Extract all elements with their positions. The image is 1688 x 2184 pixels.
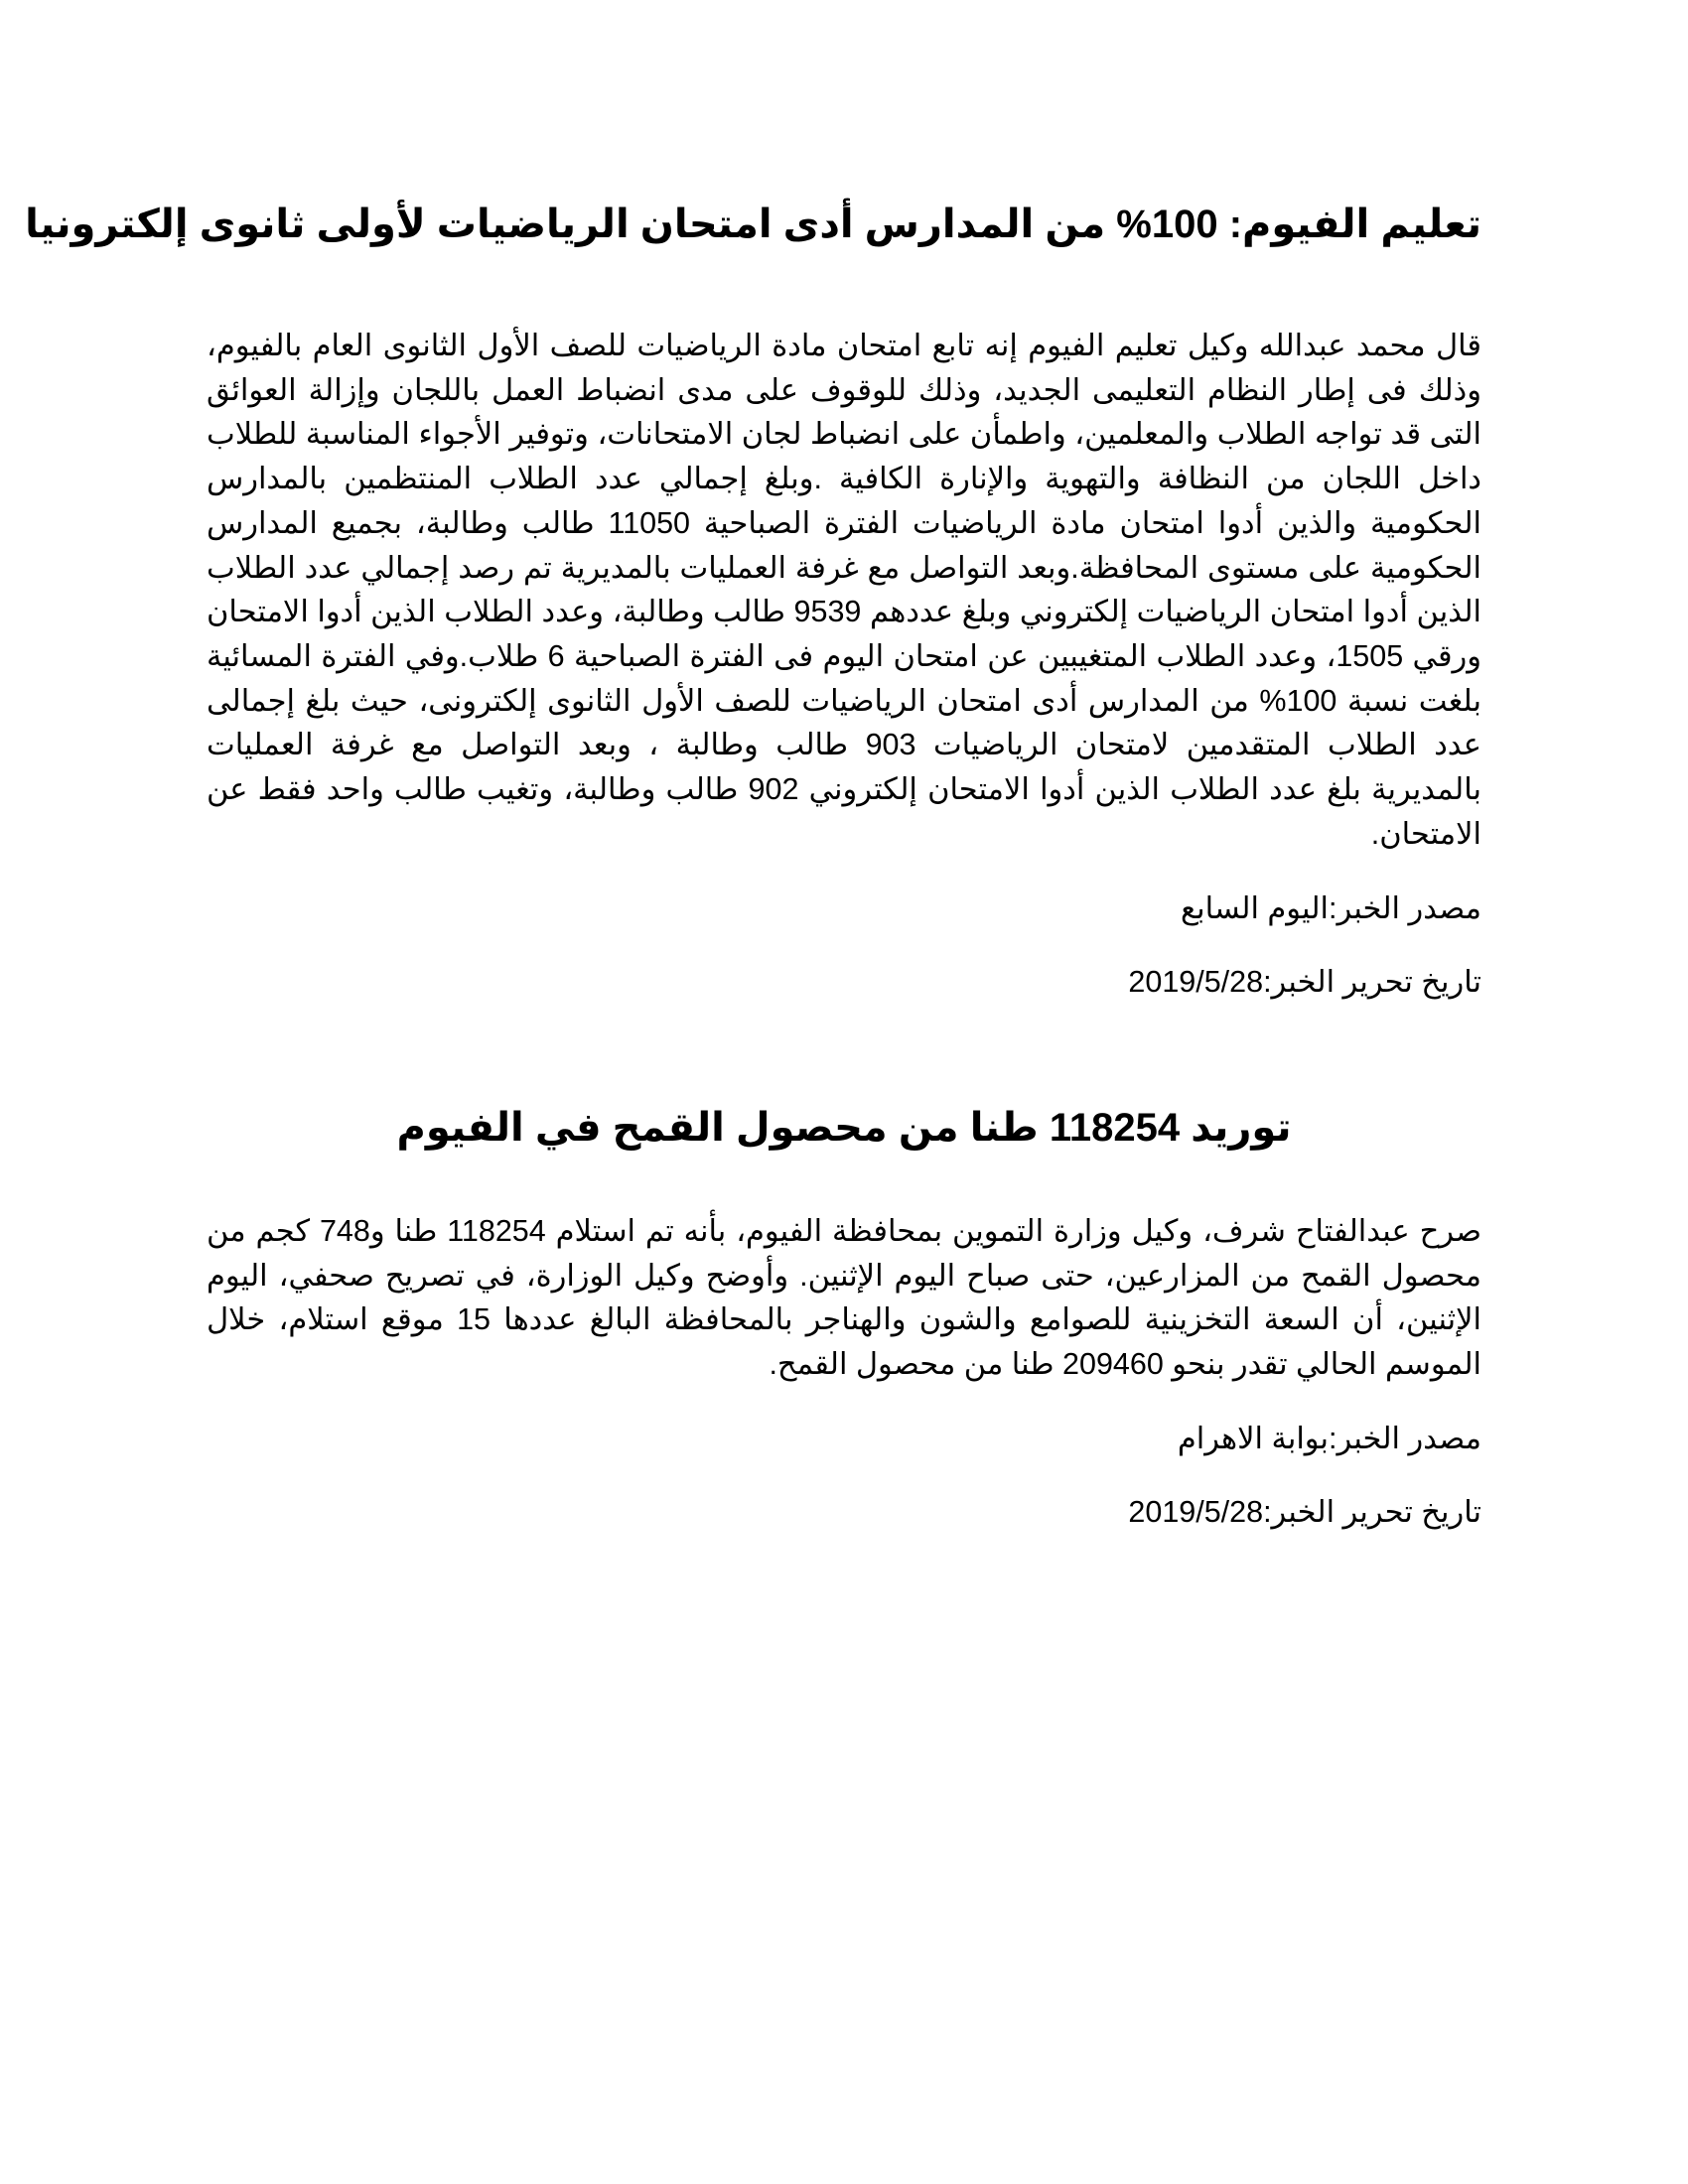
news-article [207,1098,1481,1534]
article-headline: توريد 118254 طنا من محصول القمح في الفيوم [396,1106,1292,1150]
article-body: صرح عبدالفتاح شرف، وكيل وزارة التموين بمحافظة الفيوم، بأنه تم استلام 118254 طنا و748 كجم من محصول القمح من المزارعين، حتى صباح اليوم الإثنين. وأوضح وكيل الوزارة، في تصريح صحفي، اليوم الإثنين، أن السعة التخزينية للصوامع والشون والهناجر بالمحافظة البالغ عددها 15 موقع استلام، خلال الموسم الحالي تقدر بنحو 209460 طنا من محصول القمح. [207,1214,1482,1382]
article-source: مصدر الخبر:بوابة الاهرام [1177,1421,1481,1455]
article-body: قال محمد عبدالله وكيل تعليم الفيوم إنه تابع امتحان مادة الرياضيات للصف الأول الثانوى العام بالفيوم، وذلك فى إطار النظام التعليمى الجديد، وذلك للوقوف على مدى انضباط العمل باللجان وإزالة العوائق التى قد تواجه الطلاب والمعلمين، واطمأن على انضباط لجان الامتحانات، وتوفير الأجواء المناسبة للطلاب داخل اللجان من النظافة والتهوية والإنارة الكافية .وبلغ إجمالي عدد الطلاب المنتظمين بالمدارس الحكومية والذين أدوا امتحان مادة الرياضيات الفترة الصباحية 11050 طالب وطالبة، بجميع المدارس الحكومية على مستوى المحافظة.وبعد التواصل مع غرفة العمليات بالمديرية تم رصد إجمالي عدد الطلاب الذين أدوا امتحان الرياضيات إلكتروني وبلغ عددهم 9539 طالب وطالبة، وعدد الطلاب الذين أدوا الامتحان ورقي 1505، وعدد الطلاب المتغيبين عن امتحان اليوم فى الفترة الصباحية 6 طلاب.وفي الفترة المسائية بلغت نسبة 100% من المدارس أدى امتحان الرياضيات للصف الأول الثانوى إلكترونى، حيث بلغ إجمالى عدد الطلاب المتقدمين لامتحان الرياضيات 903 طالب وطالبة ، وبعد التواصل مع غرفة العمليات بالمديرية بلغ عدد الطلاب الذين أدوا الامتحان إلكتروني 902 طالب وطالبة، وتغيب طالب واحد فقط عن الامتحان. [207,329,1482,851]
article-headline: تعليم الفيوم: 100% من المدارس أدى امتحان الرياضيات لأولى ثانوى إلكترونيا [25,203,1481,246]
article-source: مصدر الخبر:اليوم السابع [1180,891,1481,926]
news-article [25,195,1482,1004]
article-date: تاريخ تحرير الخبر:2019/5/28 [1128,1494,1481,1529]
article-date: تاريخ تحرير الخبر:2019/5/28 [1128,965,1481,1000]
